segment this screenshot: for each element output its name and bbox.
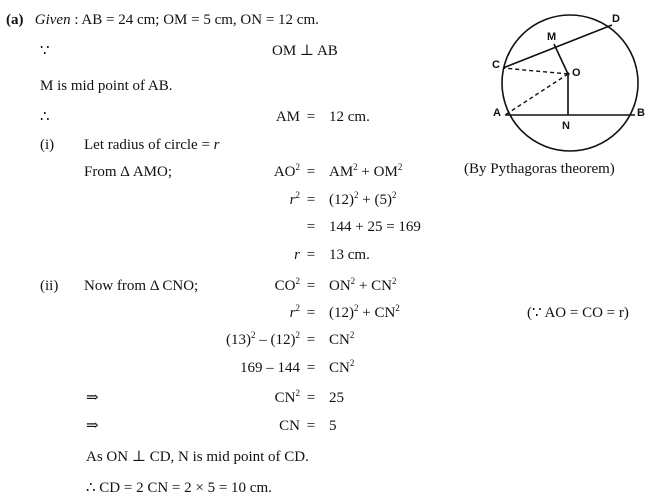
segment-oc	[503, 68, 568, 74]
i-eq2-rhs-mid: + (5)	[358, 192, 392, 208]
from-amo: From Δ AMO;	[84, 164, 172, 180]
am-eq: =	[306, 109, 316, 125]
i-eq4-lhs: r	[294, 247, 300, 263]
ii-eq2-rhs	[329, 304, 400, 322]
m-midpoint-line: M is mid point of AB.	[40, 78, 173, 94]
ii-eq4-eq: =	[306, 360, 316, 376]
ii-eq6-rhs: 5	[329, 418, 337, 434]
i-eq1-rhs-mid: + OM	[357, 164, 398, 180]
part-ii-label: (ii)	[40, 278, 59, 294]
ii-eq5-rhs: 25	[329, 390, 344, 406]
i-eq2-rhs-a-exp: 2	[354, 190, 359, 200]
ii-eq1-lhs-exp: 2	[295, 276, 300, 286]
ii-eq1-rhs-a-exp: 2	[350, 276, 356, 286]
ii-eq5-lhs-exp: 2	[295, 388, 300, 398]
label-c: C	[492, 59, 500, 71]
i-eq1-rhs-a-exp: 2	[353, 162, 358, 172]
because-symbol: ∵	[40, 43, 50, 59]
given-line	[6, 11, 319, 29]
ii-eq1-eq: =	[306, 278, 316, 294]
circle-diagram	[476, 8, 656, 158]
ii-eq3-lhs-a-exp: 2	[251, 330, 256, 340]
ii-eq2-rhs-b-exp: 2	[395, 303, 400, 313]
part-i-label: (i)	[40, 137, 55, 153]
label-m: M	[547, 31, 557, 43]
ii-eq4-rhs	[329, 359, 354, 377]
i-eq2-rhs-a: (12)	[329, 192, 354, 208]
i-eq1-lhs	[200, 163, 300, 181]
ii-eq2-lhs-base: r	[289, 305, 296, 321]
ii-eq1-rhs-mid: + CN	[355, 278, 392, 294]
ii-eq2-rhs-a-exp: 2	[354, 303, 359, 313]
ii-eq5-eq: =	[306, 390, 316, 406]
ii-eq2-rhs-mid: + CN	[358, 305, 396, 321]
i-eq3-rhs: 144 + 25 = 169	[329, 219, 421, 235]
given-word: Given	[34, 12, 71, 28]
ii-eq3-lhs-a: (13)	[226, 332, 251, 348]
ii-eq2-lhs-exp: 2	[295, 303, 300, 313]
cd-result: CD = 2 CN = 2 × 5 = 10 cm.	[99, 480, 272, 496]
i-eq4-eq: =	[306, 247, 316, 263]
label-b: B	[637, 107, 645, 119]
radius-prefix: Let radius of circle =	[84, 137, 214, 153]
theorem-note: (By Pythagoras theorem)	[464, 161, 615, 177]
ii-eq1-rhs-a: ON	[329, 278, 351, 294]
i-eq1-rhs	[329, 163, 402, 181]
ii-eq4-rhs-base: CN	[329, 360, 350, 376]
segment-oa	[505, 74, 568, 115]
ii-eq1-rhs-b-exp: 2	[391, 276, 397, 286]
ii-eq2-eq: =	[306, 305, 316, 321]
ii-eq6-eq: =	[306, 418, 316, 434]
i-eq1-lhs-exp: 2	[295, 162, 300, 172]
label-a: A	[493, 107, 501, 119]
ii-eq3-rhs-base: CN	[329, 332, 350, 348]
ii-eq3-lhs-mid: – (12)	[255, 332, 296, 348]
ii-eq6-lhs: CN	[279, 418, 300, 434]
ii-eq1-rhs	[329, 277, 396, 295]
i-eq1-eq: =	[306, 164, 316, 180]
implies-symbol-2: ⇒	[86, 418, 99, 434]
radius-line	[84, 136, 220, 154]
therefore-symbol-final: ∴	[86, 480, 96, 496]
ii-eq3-lhs	[170, 331, 300, 349]
i-eq2-rhs-b-exp: 2	[391, 190, 397, 200]
i-eq2-lhs	[200, 191, 300, 209]
final-line	[86, 479, 272, 497]
ao-co-note: (∵ AO = CO = r)	[527, 305, 629, 321]
i-eq1-rhs-b-exp: 2	[397, 162, 403, 172]
given-values: : AB = 24 cm; OM = 5 cm, ON = 12 cm.	[74, 12, 319, 28]
om-perp-ab: OM ⊥ AB	[272, 43, 338, 59]
am-lhs: AM	[275, 109, 300, 125]
therefore-symbol: ∴	[40, 109, 50, 125]
i-eq1-lhs-base: AO	[273, 164, 296, 180]
radius-var: r	[213, 137, 220, 153]
ii-eq4-lhs: 169 – 144	[240, 360, 300, 376]
segment-om	[554, 44, 568, 74]
ii-eq3-rhs	[329, 331, 354, 349]
implies-symbol-1: ⇒	[86, 390, 99, 406]
label-n: N	[562, 120, 570, 132]
ii-eq1-lhs-base: CO	[274, 278, 296, 294]
ii-eq3-lhs-b-exp: 2	[295, 330, 300, 340]
i-eq3-eq: =	[306, 219, 316, 235]
on-perp-cd-line: As ON ⊥ CD, N is mid point of CD.	[86, 449, 309, 465]
i-eq2-lhs-base: r	[289, 192, 296, 208]
from-cno: Now from Δ CNO;	[84, 278, 199, 294]
chord-cd	[503, 25, 612, 68]
ii-eq5-lhs	[200, 389, 300, 407]
ii-eq5-lhs-base: CN	[274, 390, 296, 406]
i-eq2-eq: =	[306, 192, 316, 208]
i-eq1-rhs-a: AM	[329, 164, 354, 180]
label-d: D	[612, 13, 620, 25]
i-eq4-rhs: 13 cm.	[329, 247, 370, 263]
circle-outline	[502, 15, 638, 151]
ii-eq3-rhs-exp: 2	[349, 330, 355, 340]
part-a-label: (a)	[6, 12, 24, 28]
ii-eq2-rhs-a: (12)	[329, 305, 354, 321]
label-o: O	[572, 67, 581, 79]
i-eq2-rhs	[329, 191, 396, 209]
ii-eq2-lhs	[200, 304, 300, 322]
center-point	[566, 72, 569, 75]
ii-eq4-rhs-exp: 2	[349, 358, 355, 368]
i-eq2-lhs-exp: 2	[295, 190, 300, 200]
ii-eq3-eq: =	[306, 332, 316, 348]
am-rhs: 12 cm.	[329, 109, 370, 125]
ii-eq1-lhs	[200, 277, 300, 295]
